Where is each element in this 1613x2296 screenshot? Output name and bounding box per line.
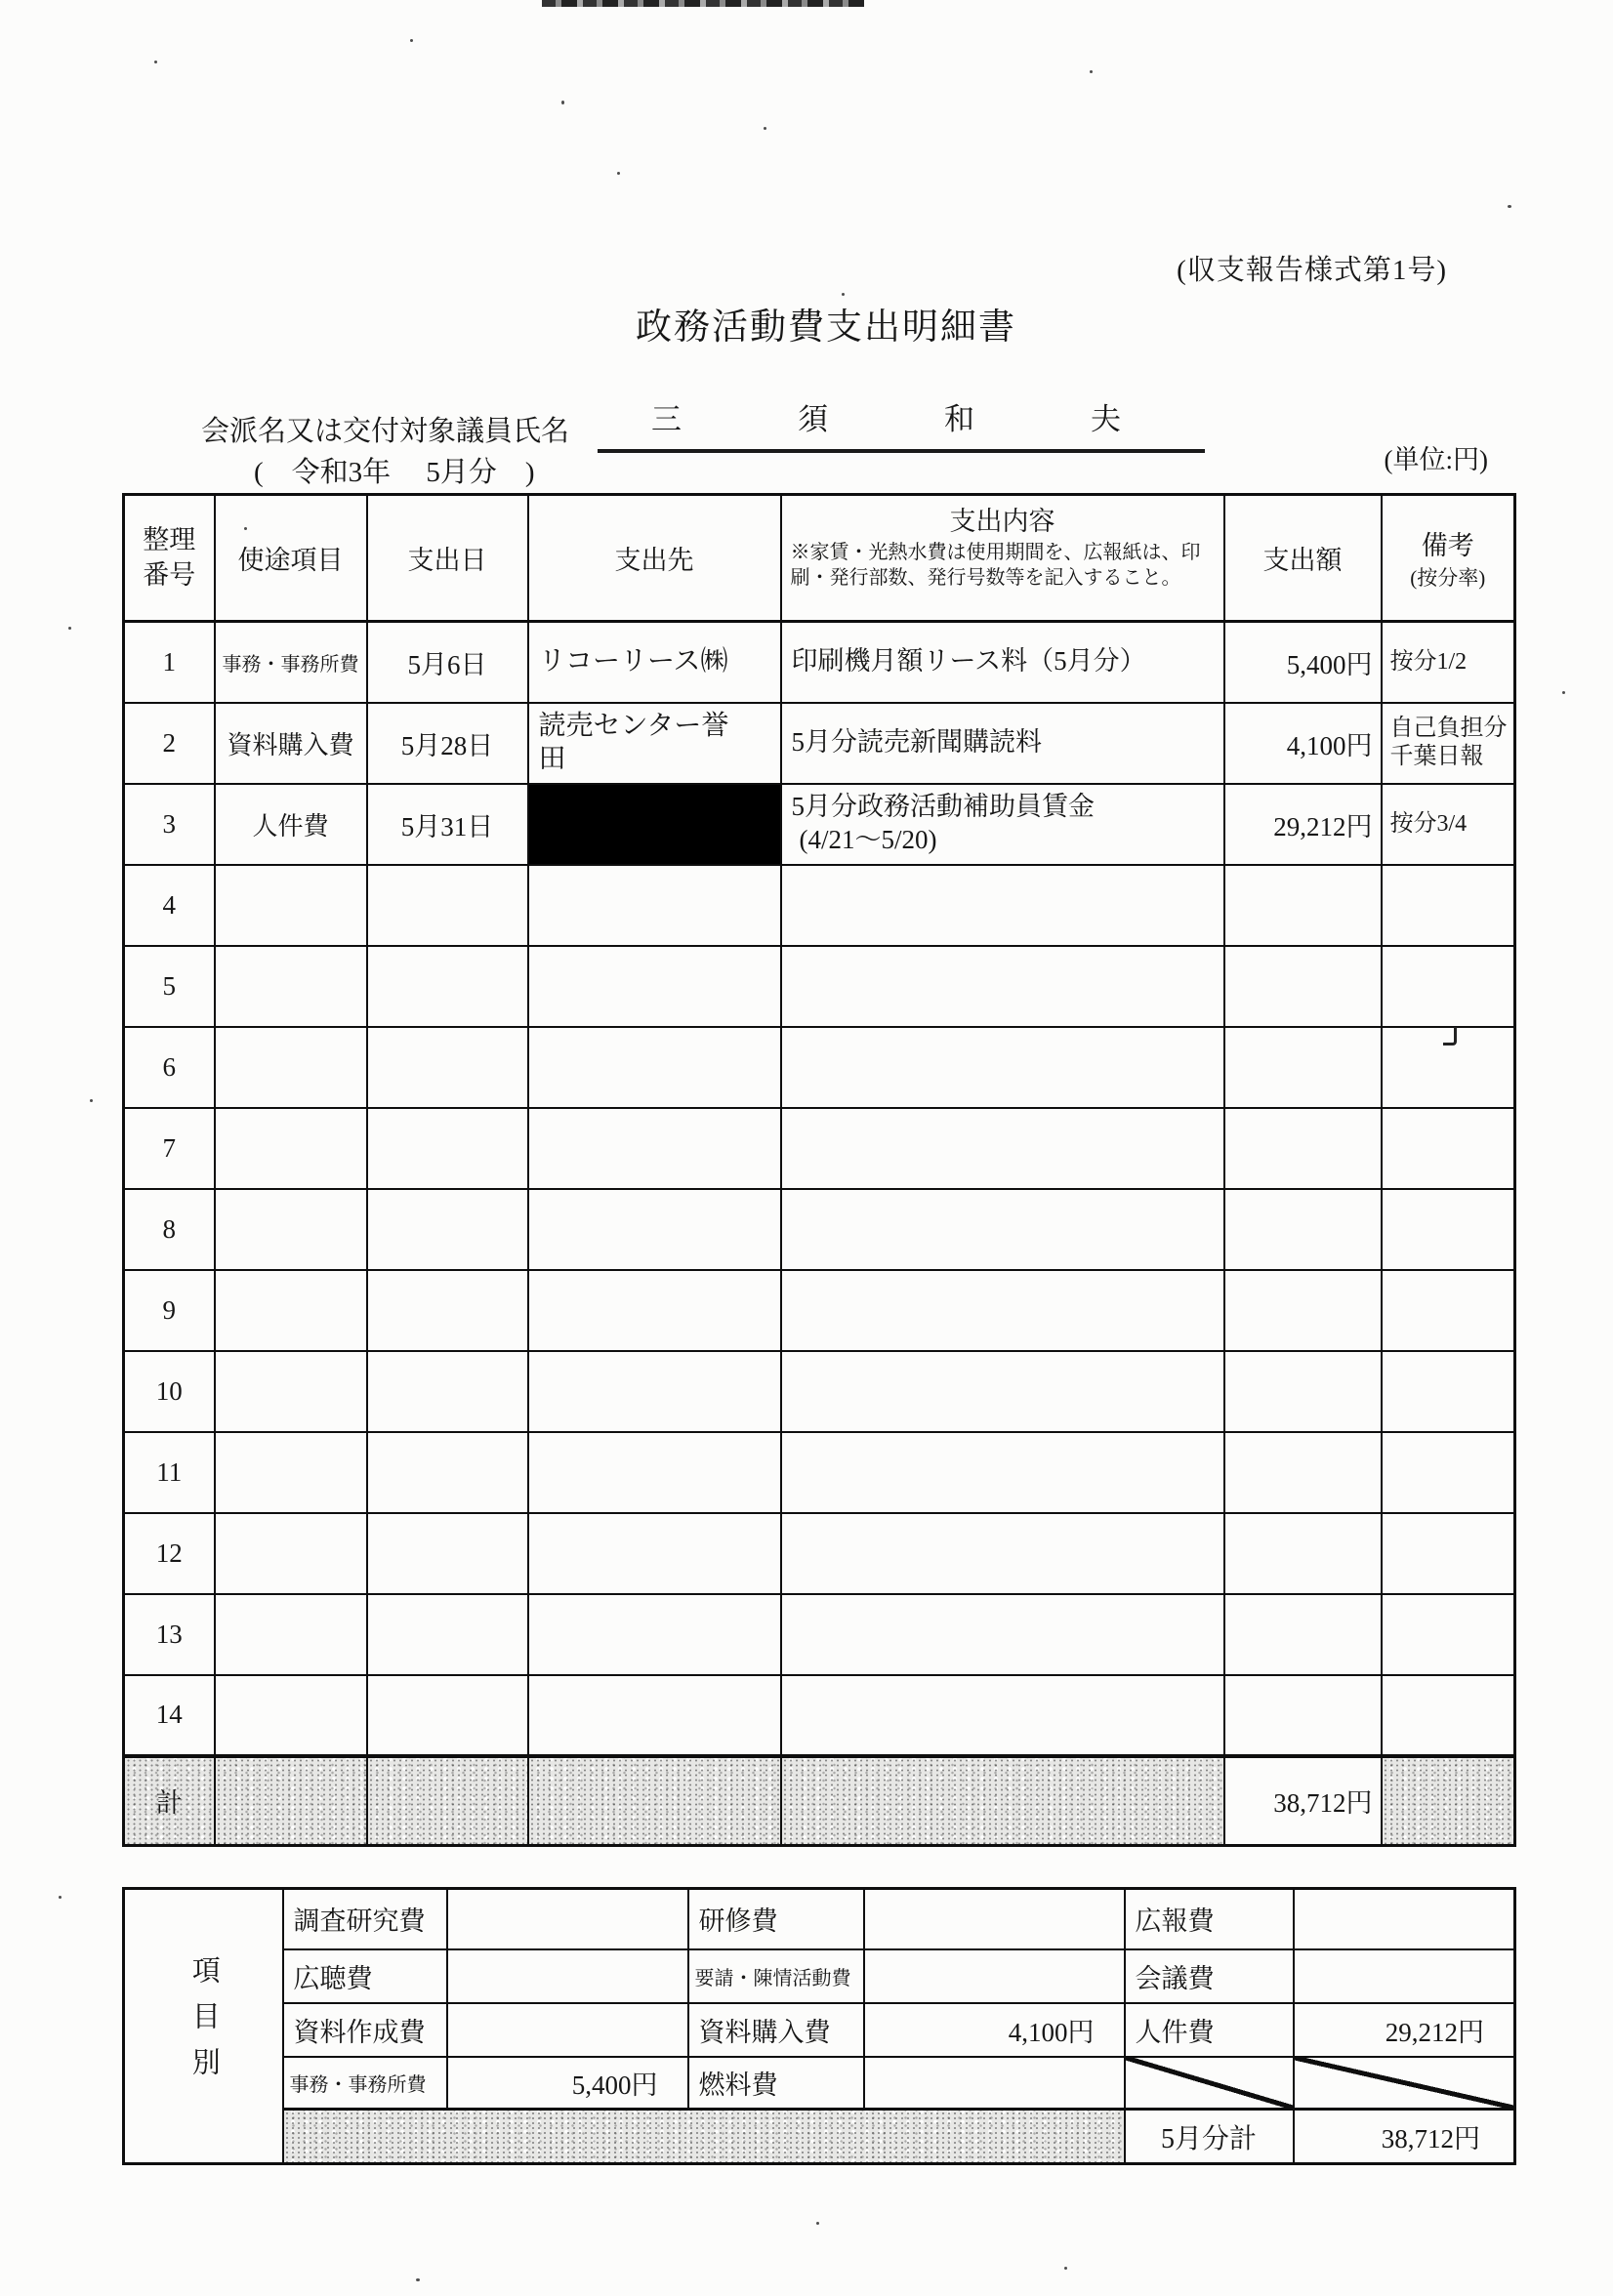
cell-remark: 自己負担分千葉日報 bbox=[1382, 703, 1515, 784]
cell-amount: 4,100円 bbox=[1224, 703, 1382, 784]
cell-desc bbox=[781, 1675, 1224, 1756]
cell-remark bbox=[1382, 1513, 1515, 1594]
cell-desc bbox=[781, 1027, 1224, 1108]
header-row bbox=[124, 495, 1515, 622]
summary-value bbox=[447, 2003, 688, 2057]
cell-desc bbox=[781, 1594, 1224, 1675]
cell-no: 5 bbox=[124, 946, 215, 1027]
cell-amount bbox=[1224, 1594, 1382, 1675]
name-label: 会派名又は交付対象議員氏名 bbox=[201, 416, 570, 447]
header-date: 支出日 bbox=[367, 495, 528, 622]
header-payee: 支出先 bbox=[528, 495, 781, 622]
cell-remark bbox=[1382, 1270, 1515, 1351]
cell-date bbox=[367, 1027, 528, 1108]
cell-payee: 読売センター誉田 bbox=[528, 703, 781, 784]
cell-no: 4 bbox=[124, 865, 215, 946]
cell-amount bbox=[1224, 1432, 1382, 1513]
summary-value: 29,212円 bbox=[1294, 2003, 1515, 2057]
summary-side-label bbox=[124, 1889, 283, 2164]
cell-payee bbox=[528, 1027, 781, 1108]
summary-label: 人件費 bbox=[1125, 2003, 1294, 2057]
cell-desc bbox=[781, 1108, 1224, 1189]
summary-label: 要請・陳情活動費 bbox=[688, 1949, 864, 2003]
cell-date bbox=[367, 1108, 528, 1189]
cell-payee bbox=[528, 1432, 781, 1513]
total-label: 計 bbox=[124, 1756, 215, 1846]
summary-value bbox=[1294, 1889, 1515, 1949]
table-row bbox=[124, 784, 1515, 865]
cell-amount bbox=[1224, 1351, 1382, 1432]
cell-item bbox=[215, 865, 367, 946]
total-shaded-cell bbox=[215, 1756, 367, 1846]
summary-label: 資料購入費 bbox=[688, 2003, 864, 2057]
cell-desc bbox=[781, 784, 1224, 865]
cell-no: 3 bbox=[124, 784, 215, 865]
cell-amount bbox=[1224, 1027, 1382, 1108]
cell-date: 5月31日 bbox=[367, 784, 528, 865]
summary-value: 4,100円 bbox=[864, 2003, 1125, 2057]
cell-no: 2 bbox=[124, 703, 215, 784]
page-title: 政務活動費支出明細書 bbox=[636, 308, 1016, 348]
cell-payee-redacted bbox=[528, 784, 781, 865]
table-row bbox=[124, 622, 1515, 703]
table-row bbox=[124, 703, 1515, 784]
cell-item bbox=[215, 946, 367, 1027]
cell-remark bbox=[1382, 1675, 1515, 1756]
scan-artifact-strip bbox=[542, 0, 864, 7]
table-row bbox=[124, 1351, 1515, 1432]
cell-date bbox=[367, 1351, 528, 1432]
cell-no: 6 bbox=[124, 1027, 215, 1108]
summary-row bbox=[124, 1889, 1515, 1949]
summary-value bbox=[864, 2057, 1125, 2110]
summary-shaded-band bbox=[283, 2110, 1125, 2164]
header-amount: 支出額 bbox=[1224, 495, 1382, 622]
cell-item bbox=[215, 1675, 367, 1756]
cell-remark bbox=[1382, 1432, 1515, 1513]
summary-label: 広報費 bbox=[1125, 1889, 1294, 1949]
side-label-text: 項目別 bbox=[187, 1954, 220, 2093]
cell-amount bbox=[1224, 1270, 1382, 1351]
cell-amount: 29,212円 bbox=[1224, 784, 1382, 865]
table-row bbox=[124, 1270, 1515, 1351]
total-shaded-cell bbox=[781, 1756, 1224, 1846]
cell-amount: 5,400円 bbox=[1224, 622, 1382, 703]
cell-payee bbox=[528, 946, 781, 1027]
table-row bbox=[124, 1675, 1515, 1756]
summary-label: 調査研究費 bbox=[283, 1889, 447, 1949]
cell-item: 事務・事務所費 bbox=[215, 622, 367, 703]
table-row bbox=[124, 1027, 1515, 1108]
summary-label: 会議費 bbox=[1125, 1949, 1294, 2003]
member-name: 三須和夫 bbox=[598, 394, 1205, 453]
summary-value bbox=[1294, 1949, 1515, 2003]
summary-table bbox=[122, 1887, 1516, 2165]
form-note: (収支報告様式第1号) bbox=[1177, 255, 1447, 286]
desc-line: 5月分政務活動補助員賃金 bbox=[791, 792, 1095, 822]
cell-item bbox=[215, 1108, 367, 1189]
cell-item: 人件費 bbox=[215, 784, 367, 865]
summary-label: 事務・事務所費 bbox=[283, 2057, 447, 2110]
cell-payee bbox=[528, 1351, 781, 1432]
cell-desc bbox=[781, 1432, 1224, 1513]
cell-item bbox=[215, 1189, 367, 1270]
cell-date bbox=[367, 1189, 528, 1270]
cell-no: 9 bbox=[124, 1270, 215, 1351]
cell-remark bbox=[1382, 1189, 1515, 1270]
desc-line: (4/21～5/20) bbox=[799, 825, 937, 854]
total-amount: 38,712円 bbox=[1224, 1756, 1382, 1846]
summary-total-row bbox=[124, 2110, 1515, 2164]
summary-value bbox=[447, 1949, 688, 2003]
summary-row bbox=[124, 2003, 1515, 2057]
cell-item bbox=[215, 1594, 367, 1675]
cell-desc bbox=[781, 622, 1224, 703]
table-row bbox=[124, 1513, 1515, 1594]
summary-label: 燃料費 bbox=[688, 2057, 864, 2110]
header-remark bbox=[1382, 495, 1515, 622]
header-item: 使途項目 bbox=[215, 495, 367, 622]
cell-remark: 按分3/4 bbox=[1382, 784, 1515, 865]
cell-no: 7 bbox=[124, 1108, 215, 1189]
cell-item bbox=[215, 1432, 367, 1513]
summary-label: 資料作成費 bbox=[283, 2003, 447, 2057]
summary-label: 広聴費 bbox=[283, 1949, 447, 2003]
cell-item bbox=[215, 1270, 367, 1351]
total-shaded-cell bbox=[1382, 1756, 1515, 1846]
table-row bbox=[124, 1108, 1515, 1189]
summary-row bbox=[124, 2057, 1515, 2110]
summary-value bbox=[864, 1949, 1125, 2003]
desc-line: 5月分読売新聞購読料 bbox=[791, 727, 1042, 758]
diagonal-cell bbox=[1294, 2057, 1515, 2110]
scan-mark bbox=[1443, 1027, 1457, 1046]
cell-no: 1 bbox=[124, 622, 215, 703]
remark-sub: (按分率) bbox=[1410, 566, 1486, 590]
cell-date: 5月28日 bbox=[367, 703, 528, 784]
month-total-value: 38,712円 bbox=[1294, 2110, 1515, 2164]
month-total-label: 5月分計 bbox=[1125, 2110, 1294, 2164]
period-label: ( 令和3年 5月分 ) bbox=[254, 457, 535, 488]
expense-table bbox=[122, 493, 1516, 1847]
cell-no: 8 bbox=[124, 1189, 215, 1270]
cell-payee bbox=[528, 1675, 781, 1756]
total-shaded-cell bbox=[367, 1756, 528, 1846]
cell-payee: リコーリース㈱ bbox=[528, 622, 781, 703]
cell-amount bbox=[1224, 946, 1382, 1027]
remark-title: 備考 bbox=[1421, 531, 1474, 560]
cell-payee bbox=[528, 865, 781, 946]
cell-no: 12 bbox=[124, 1513, 215, 1594]
cell-amount bbox=[1224, 1189, 1382, 1270]
header-content bbox=[781, 495, 1224, 622]
cell-item bbox=[215, 1351, 367, 1432]
summary-row bbox=[124, 1949, 1515, 2003]
cell-payee bbox=[528, 1270, 781, 1351]
desc-line: 印刷機月額リース料（5月分） bbox=[791, 646, 1146, 676]
cell-no: 11 bbox=[124, 1432, 215, 1513]
cell-amount bbox=[1224, 1108, 1382, 1189]
cell-date bbox=[367, 1675, 528, 1756]
cell-date bbox=[367, 1513, 528, 1594]
cell-date bbox=[367, 1594, 528, 1675]
cell-payee bbox=[528, 1108, 781, 1189]
cell-no: 14 bbox=[124, 1675, 215, 1756]
summary-value: 5,400円 bbox=[447, 2057, 688, 2110]
cell-desc bbox=[781, 703, 1224, 784]
cell-date: 5月6日 bbox=[367, 622, 528, 703]
cell-amount bbox=[1224, 1675, 1382, 1756]
cell-remark bbox=[1382, 1594, 1515, 1675]
table-row bbox=[124, 865, 1515, 946]
cell-desc bbox=[781, 946, 1224, 1027]
cell-remark bbox=[1382, 1351, 1515, 1432]
table-row bbox=[124, 946, 1515, 1027]
cell-desc bbox=[781, 865, 1224, 946]
content-title: 支出内容 bbox=[949, 507, 1055, 536]
cell-amount bbox=[1224, 1513, 1382, 1594]
cell-item bbox=[215, 1027, 367, 1108]
table-row bbox=[124, 1189, 1515, 1270]
cell-item: 資料購入費 bbox=[215, 703, 367, 784]
cell-no: 10 bbox=[124, 1351, 215, 1432]
cell-date bbox=[367, 1432, 528, 1513]
total-shaded-cell bbox=[528, 1756, 781, 1846]
summary-value bbox=[864, 1889, 1125, 1949]
unit-note: (単位:円) bbox=[1384, 445, 1488, 474]
header-no: 整理番号 bbox=[124, 495, 215, 622]
cell-item bbox=[215, 1513, 367, 1594]
cell-date bbox=[367, 865, 528, 946]
summary-label: 研修費 bbox=[688, 1889, 864, 1949]
cell-remark: 按分1/2 bbox=[1382, 622, 1515, 703]
cell-remark bbox=[1382, 865, 1515, 946]
cell-date bbox=[367, 946, 528, 1027]
cell-desc bbox=[781, 1351, 1224, 1432]
cell-desc bbox=[781, 1189, 1224, 1270]
cell-payee bbox=[528, 1189, 781, 1270]
cell-amount bbox=[1224, 865, 1382, 946]
table-row bbox=[124, 1594, 1515, 1675]
summary-value bbox=[447, 1889, 688, 1949]
cell-remark bbox=[1382, 946, 1515, 1027]
cell-date bbox=[367, 1270, 528, 1351]
cell-desc bbox=[781, 1270, 1224, 1351]
cell-payee bbox=[528, 1513, 781, 1594]
cell-desc bbox=[781, 1513, 1224, 1594]
diagonal-cell bbox=[1125, 2057, 1294, 2110]
content-note: ※家賃・光熱水費は使用期間を、広報紙は、印刷・発行部数、発行号数等を記入すること。 bbox=[790, 542, 1201, 589]
cell-payee bbox=[528, 1594, 781, 1675]
total-row bbox=[124, 1756, 1515, 1846]
table-row bbox=[124, 1432, 1515, 1513]
cell-no: 13 bbox=[124, 1594, 215, 1675]
cell-remark bbox=[1382, 1108, 1515, 1189]
